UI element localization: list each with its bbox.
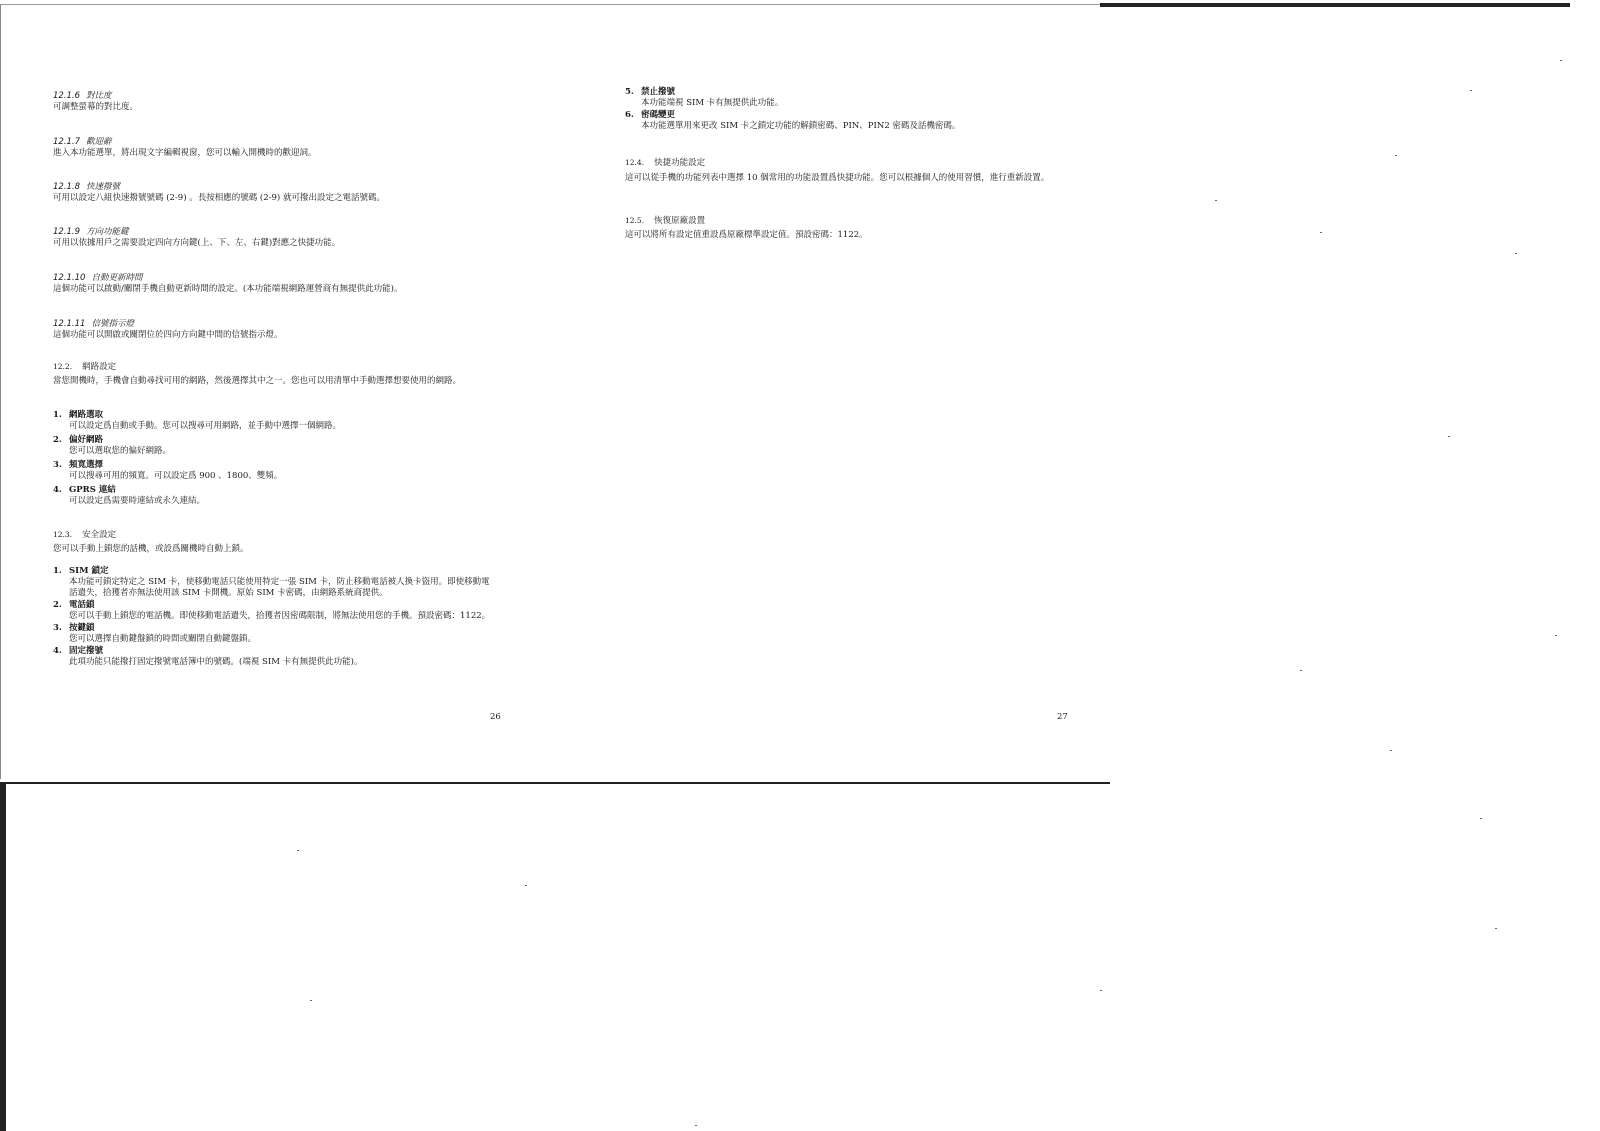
list-item: 3. 按鍵鎖 您可以選擇自動鍵盤鎖的時間或關閉自動鍵盤鎖。 [53,623,493,645]
list-item-desc: 此項功能只能撥打固定撥號電話簿中的號碼。(端視 SIM 卡有無提供此功能)。 [69,657,363,667]
subsection-welcome [53,137,498,159]
scan-speck [310,1000,312,1001]
section-security [53,529,493,555]
list-item: 1. SIM 鎖定 本功能可鎖定特定之 SIM 卡，使移動電話只能使用特定一張 SIM 卡，防止移動電話被人換卡盜用。即使移動電話遺失，拾獲者亦無法使用該 SIM 卡開機。原始 SIM 卡密碼，由網路系統商提供。 [53,566,493,599]
subsection-heading: 12.1.7 歡迎辭 [53,137,112,147]
list-item-title: GPRS 連結 [69,485,116,495]
scan-speck [1390,750,1392,751]
scan-speck [1480,818,1482,819]
scan-speck [1560,60,1562,61]
list-item-title: 頻寬選擇 [69,460,104,470]
subsection-body: 這個功能可以開啟或關閉位於四向方向鍵中間的信號指示燈。 [53,330,283,340]
scan-speck [1470,90,1472,91]
subsection-body: 這個功能可以啟動/關閉手機自動更新時間的設定。(本功能端視網路運營商有無提供此功能)。 [53,284,403,294]
list-item-desc: 本功能端視 SIM 卡有無提供此功能。 [641,98,784,108]
scan-edge-top-left [0,4,1100,5]
subsection-heading: 12.1.9 方向功能鍵 [53,227,129,237]
list-item-desc: 您可以選擇自動鍵盤鎖的時間或關閉自動鍵盤鎖。 [69,634,257,644]
list-item-title: 按鍵鎖 [69,623,95,633]
scan-edge-left-lower [0,782,6,1131]
section-intro: 這可以從手機的功能列表中選擇 10 個常用的功能設置爲快捷功能。您可以根據個人的使用習慣，進行重新設置。 [625,173,1050,183]
subsection-body: 可調整螢幕的對比度。 [53,102,139,112]
list-item-desc: 本功能選單用來更改 SIM 卡之鎖定功能的解鎖密碼、PIN、PIN2 密碼及話機密碼。 [641,121,961,131]
scan-speck [1495,928,1497,929]
security-items [53,566,493,668]
section-intro: 這可以將所有設定值重設爲原廠標準設定值。預設密碼：1122。 [625,230,868,240]
security-items-continued [625,87,1070,132]
list-item-title: 網路選取 [69,410,104,420]
list-item: 1. 網路選取 可以設定爲自動或手動。您可以搜尋可用網路，並手動中選擇一個網路。 [53,410,493,432]
list-item-desc: 可以設定爲需要時連結或永久連結。 [69,496,206,506]
list-item-title: 電話鎖 [69,600,95,610]
subsection-signal-light [53,319,498,341]
list-item-title: 密碼變更 [641,110,676,120]
list-item-title: 偏好網路 [69,435,104,445]
list-item: 6. 密碼變更 本功能選單用來更改 SIM 卡之鎖定功能的解鎖密碼、PIN、PIN2 密碼及話機密碼。 [625,110,1070,132]
list-item-desc: 可以搜尋可用的頻寬。可以設定爲 900 、1800、雙頻。 [69,471,283,481]
network-items [53,410,493,507]
section-reset [625,215,1070,241]
subsection-body: 可用以設定八組快速撥號號碼 (2-9) 。長按相應的號碼 (2-9) 就可撥出設定之電話號碼。 [53,193,385,203]
section-shortcut [625,157,1070,184]
subsection-speed-dial [53,182,498,204]
page-number-left: 26 [490,712,501,722]
section-heading: 12.4. 快捷功能設定 [625,158,706,168]
section-heading: 12.5. 恢復原廠設置 [625,216,706,226]
list-item-desc: 可以設定爲自動或手動。您可以搜尋可用網路，並手動中選擇一個網路。 [69,421,342,431]
scan-edge-fold [0,782,1110,784]
subsection-heading: 12.1.8 快速撥號 [53,182,121,192]
subsection-heading: 12.1.11 信號指示燈 [53,319,134,329]
scan-speck [1215,200,1217,201]
page-number-right: 27 [1057,712,1068,722]
scan-speck [1100,990,1102,991]
section-intro: 您可以手動上鎖您的話機，或設爲關機時自動上鎖。 [53,544,249,554]
scan-speck [1300,670,1302,671]
scan-speck [695,1125,697,1126]
subsection-direction-keys [53,227,498,249]
subsection-heading: 12.1.10 自動更新時間 [53,273,143,283]
subsection-body: 可用以依據用戶之需要設定四向方向鍵(上、下、左、右鍵)對應之快捷功能。 [53,238,341,248]
list-item-title: SIM 鎖定 [69,566,109,576]
subsection-heading: 12.1.6 對比度 [53,91,112,101]
subsection-auto-time [53,273,498,295]
list-item: 3. 頻寬選擇 可以搜尋可用的頻寬。可以設定爲 900 、1800、雙頻。 [53,460,493,482]
list-item-title: 固定撥號 [69,646,104,656]
section-intro: 當您開機時，手機會自動尋找可用的網路，然後選擇其中之一。您也可以用清單中手動選擇想要使用的網路。 [53,376,462,386]
section-network [53,361,493,387]
scan-speck [1515,253,1517,254]
scan-speck [1448,436,1450,437]
list-item-desc: 您可以選取您的偏好網路。 [69,446,172,456]
list-item-desc: 本功能可鎖定特定之 SIM 卡，使移動電話只能使用特定一張 SIM 卡，防止移動電話被人換卡盜用。即使移動電話遺失，拾獲者亦無法使用該 SIM 卡開機。原始 SIM 卡密碼，由網路系統商提供。 [69,577,490,598]
list-item: 4. 固定撥號 此項功能只能撥打固定撥號電話簿中的號碼。(端視 SIM 卡有無提供此功能)。 [53,646,493,668]
scan-speck [1395,155,1397,156]
scan-speck [297,850,299,851]
scan-speck [1320,232,1322,233]
list-item: 2. 偏好網路 您可以選取您的偏好網路。 [53,435,493,457]
scan-speck [1555,635,1557,636]
section-heading: 12.2. 網路設定 [53,362,117,372]
scan-edge-left [0,4,1,779]
scan-speck [525,885,527,886]
list-item-desc: 您可以手動上鎖您的電話機。即使移動電話遺失，拾獲者因密碼限制，將無法使用您的手機。預設密碼：1122。 [69,611,491,621]
list-item-title: 禁止撥號 [641,87,676,97]
section-heading: 12.3. 安全設定 [53,530,117,540]
subsection-contrast [53,91,498,113]
scan-edge-top-right [1100,3,1570,7]
subsection-body: 進入本功能選單，將出現文字編輯視窗，您可以輸入開機時的歡迎詞。 [53,148,317,158]
list-item: 5. 禁止撥號 本功能端視 SIM 卡有無提供此功能。 [625,87,1070,109]
list-item: 2. 電話鎖 您可以手動上鎖您的電話機。即使移動電話遺失，拾獲者因密碼限制，將無法使用您的手機。預設密碼：1122。 [53,600,493,622]
list-item: 4. GPRS 連結 可以設定爲需要時連結或永久連結。 [53,485,493,507]
